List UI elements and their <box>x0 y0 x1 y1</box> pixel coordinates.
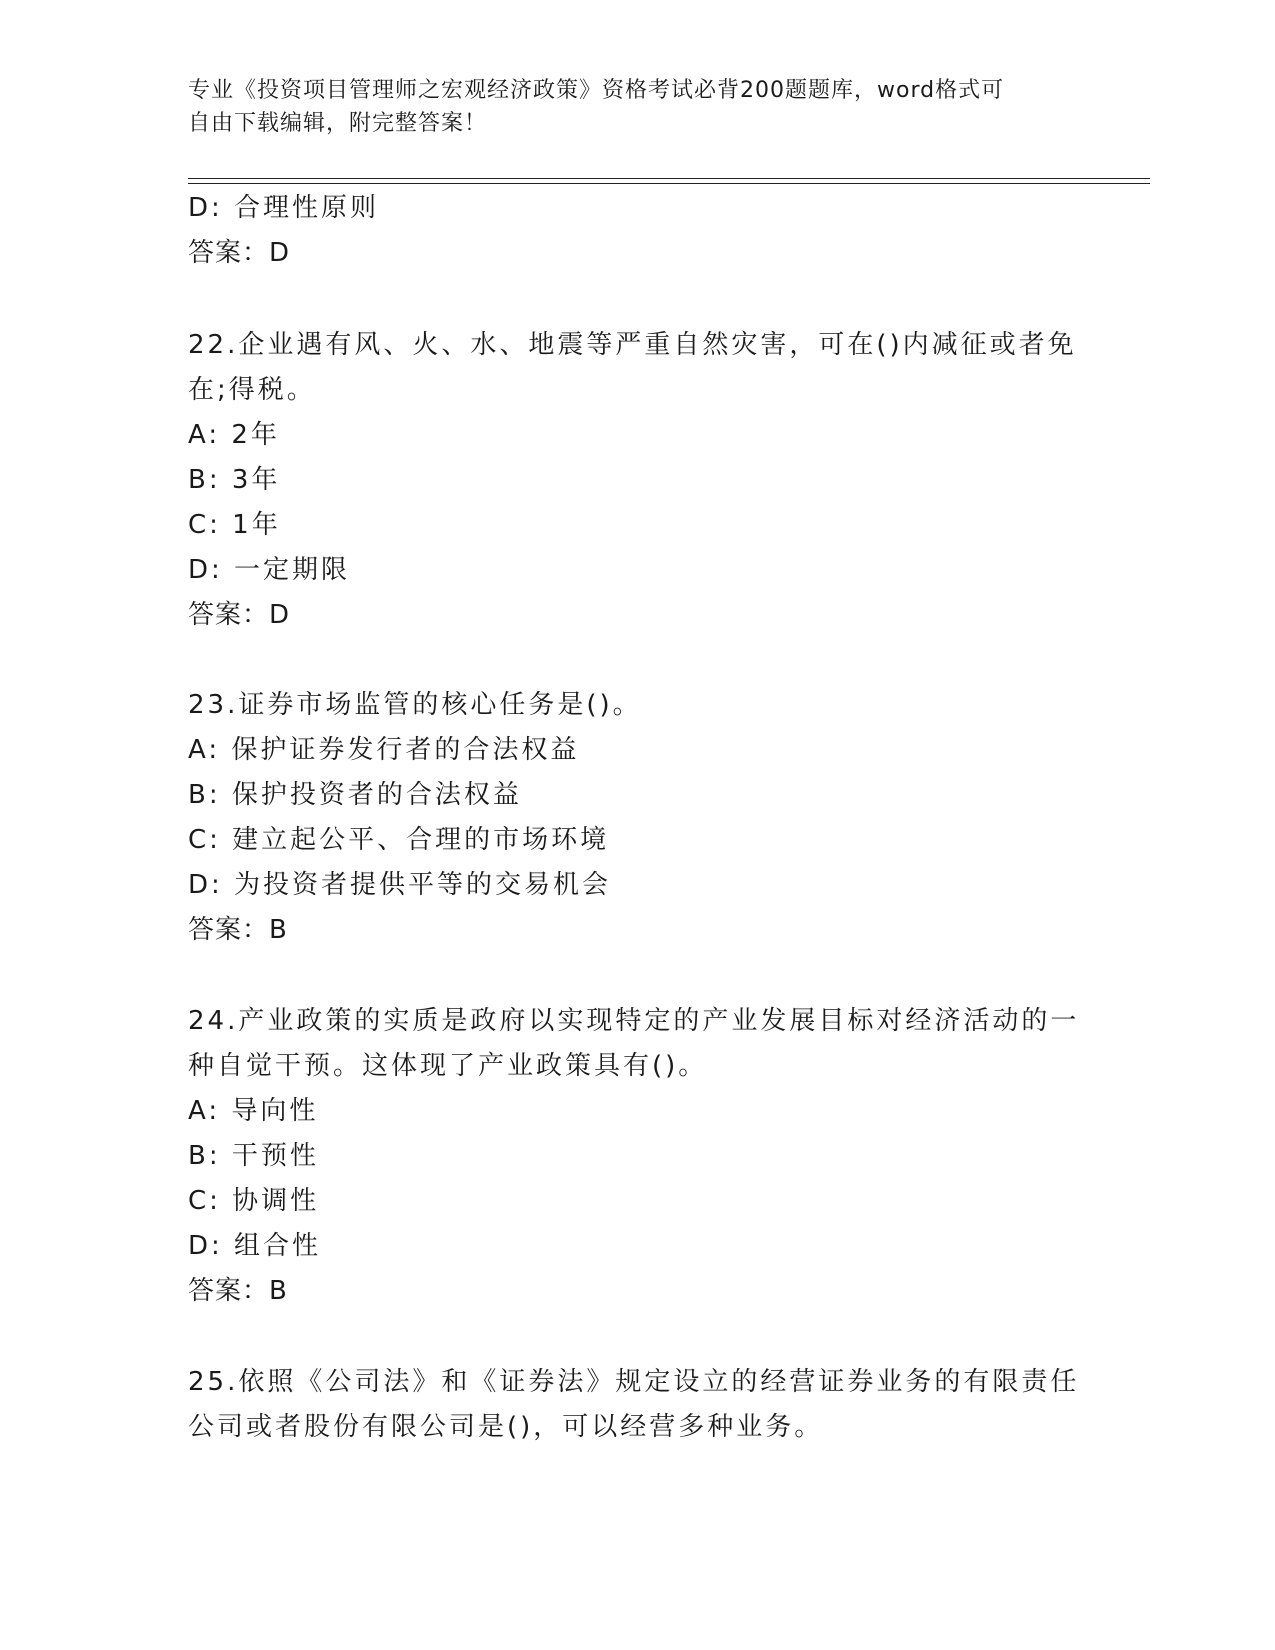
q24-option-c: C: 协调性 <box>188 1186 320 1216</box>
q23-option-c: C: 建立起公平、合理的市场环境 <box>188 825 610 855</box>
q22-option-b: B: 3年 <box>188 465 281 495</box>
q22-option-a: A: 2年 <box>188 420 280 450</box>
q22-stem-line-2: 在;得税。 <box>188 375 316 405</box>
q23-option-b: B: 保护投资者的合法权益 <box>188 780 522 810</box>
q23-answer: 答案：B <box>188 915 288 945</box>
q24-answer: 答案：B <box>188 1276 288 1306</box>
header-title-line-2: 自由下载编辑，附完整答案！ <box>188 111 488 136</box>
q24-option-a: A: 导向性 <box>188 1096 319 1126</box>
header-divider-bottom <box>188 183 1150 184</box>
q22-option-c: C: 1年 <box>188 510 281 540</box>
q24-stem-line-1: 24.产业政策的实质是政府以实现特定的产业发展目标对经济活动的一 <box>188 1006 1080 1036</box>
q23-stem-line-1: 23.证券市场监管的核心任务是()。 <box>188 690 642 720</box>
header-title-line-1: 专业《投资项目管理师之宏观经济政策》资格考试必背200题题库，word格式可 <box>188 78 1005 103</box>
header-divider-top <box>188 178 1150 179</box>
prev-option-d: D: 合理性原则 <box>188 193 380 223</box>
q25-stem-line-2: 公司或者股份有限公司是()，可以经营多种业务。 <box>188 1412 824 1442</box>
q22-stem-line-1: 22.企业遇有风、火、水、地震等严重自然灾害，可在()内减征或者免 <box>188 330 1077 360</box>
q25-stem-line-1: 25.依照《公司法》和《证券法》规定设立的经营证券业务的有限责任 <box>188 1367 1080 1397</box>
q22-option-d: D: 一定期限 <box>188 555 351 585</box>
document-header <box>188 74 1068 140</box>
prev-answer: 答案：D <box>188 238 291 268</box>
q24-option-b: B: 干预性 <box>188 1141 319 1171</box>
q22-answer: 答案：D <box>188 600 291 630</box>
q24-option-d: D: 组合性 <box>188 1231 322 1261</box>
q24-stem-line-2: 种自觉干预。这体现了产业政策具有()。 <box>188 1051 708 1081</box>
q23-option-a: A: 保护证券发行者的合法权益 <box>188 735 580 765</box>
q23-option-d: D: 为投资者提供平等的交易机会 <box>188 870 612 900</box>
